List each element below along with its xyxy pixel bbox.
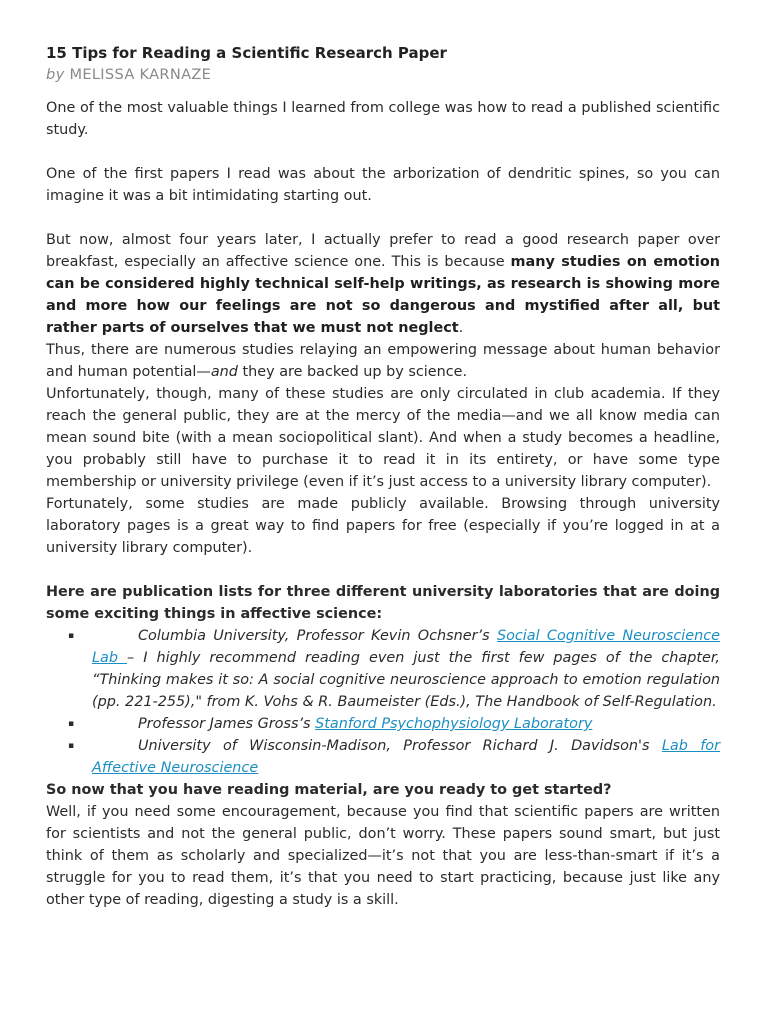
ready-heading: So now that you have reading material, are you ready to get started? (46, 782, 612, 798)
paragraph-6: Fortunately, some studies are made publicly available. Browsing through university laboratory pages is a great way to find papers for free (especially if you’re logged in at a university library computer). (46, 496, 720, 556)
paragraph-1: One of the most valuable things I learned from college was how to read a published scientific study. (46, 100, 720, 138)
lab-item-columbia (46, 625, 720, 713)
author-name: MELISSA KARNAZE (69, 66, 212, 83)
byline (46, 64, 720, 86)
paragraph-3-start: But now, almost four years later, I actually prefer to read a good research paper over breakfast, especially an affective science one. This is because (46, 232, 720, 270)
paragraph-4 (46, 339, 720, 383)
paragraph-7: Well, if you need some encouragement, because you find that scientific papers are written for scientists and not the general public, don’t worry. These papers sound smart, but just think of them as scholarly and specialized—it’s not that you are less-than-smart if it’s a struggle for you to read them, it’s that you need to start practicing, because just like any other type of reading, digesting a study is a skill. (46, 804, 720, 908)
byline-by: by (46, 66, 65, 83)
lab-item-text: University of Wisconsin-Madison, Professor Richard J. Davidson's (138, 738, 662, 754)
lab-item-text: Columbia University, Professor Kevin Ochsner’s (138, 628, 497, 644)
paragraph-3 (46, 229, 720, 339)
lab-item-wisconsin (46, 735, 720, 779)
paragraph-4-end: they are backed up by science. (237, 364, 468, 380)
paragraph-3-bold: many studies on emotion can be considered highly technical self-help writings, as research is showing more and more how our feelings are not so dangerous and mystified after all, but rather parts of ourselves that we must not neglect (46, 254, 720, 336)
paragraph-4-start: Thus, there are numerous studies relaying an empowering message about human behavior and human potential— (46, 342, 720, 380)
article-title: 15 Tips for Reading a Scientific Research Paper (46, 44, 447, 62)
labs-heading: Here are publication lists for three different university laboratories that are doing some exciting things in affective science: (46, 584, 720, 622)
lab-item-note: – I highly recommend reading even just the first few pages of the chapter, “Thinking makes it so: A social cognitive neuroscience approach to emotion regulation (pp. 221-255)," from K. Vohs & R. Baumeister (Eds.), The Handbook of Self-Regulation. (92, 650, 721, 710)
lab-link-affective-neuroscience[interactable]: Lab for Affective Neuroscience (92, 738, 720, 776)
paragraph-4-italic: and (210, 364, 238, 380)
bullet-icon: ▪ (68, 719, 75, 729)
article (46, 0, 720, 911)
labs-list (46, 625, 720, 779)
bullet-icon: ▪ (68, 631, 75, 641)
paragraph-3-end: . (458, 320, 464, 336)
lab-link-stanford-psychophysiology[interactable]: Stanford Psychophysiology Laboratory (315, 716, 593, 732)
paragraph-2: One of the first papers I read was about the arborization of dendritic spines, so you can imagine it was a bit intimidating starting out. (46, 166, 720, 204)
paragraph-5: Unfortunately, though, many of these studies are only circulated in club academia. If they reach the general public, they are at the mercy of the media—and we all know media can mean sound bite (with a mean sociopolitical slant). And when a study becomes a headline, you probably still have to purchase it to read it in its entirety, or have some type membership or university privilege (even if it’s just access to a university library computer). (46, 386, 720, 490)
lab-item-stanford (46, 713, 720, 735)
lab-item-text: Professor James Gross’s (138, 716, 316, 732)
bullet-icon: ▪ (68, 741, 75, 751)
lab-link-social-cognitive[interactable]: Social Cognitive Neuroscience Lab (92, 628, 720, 666)
